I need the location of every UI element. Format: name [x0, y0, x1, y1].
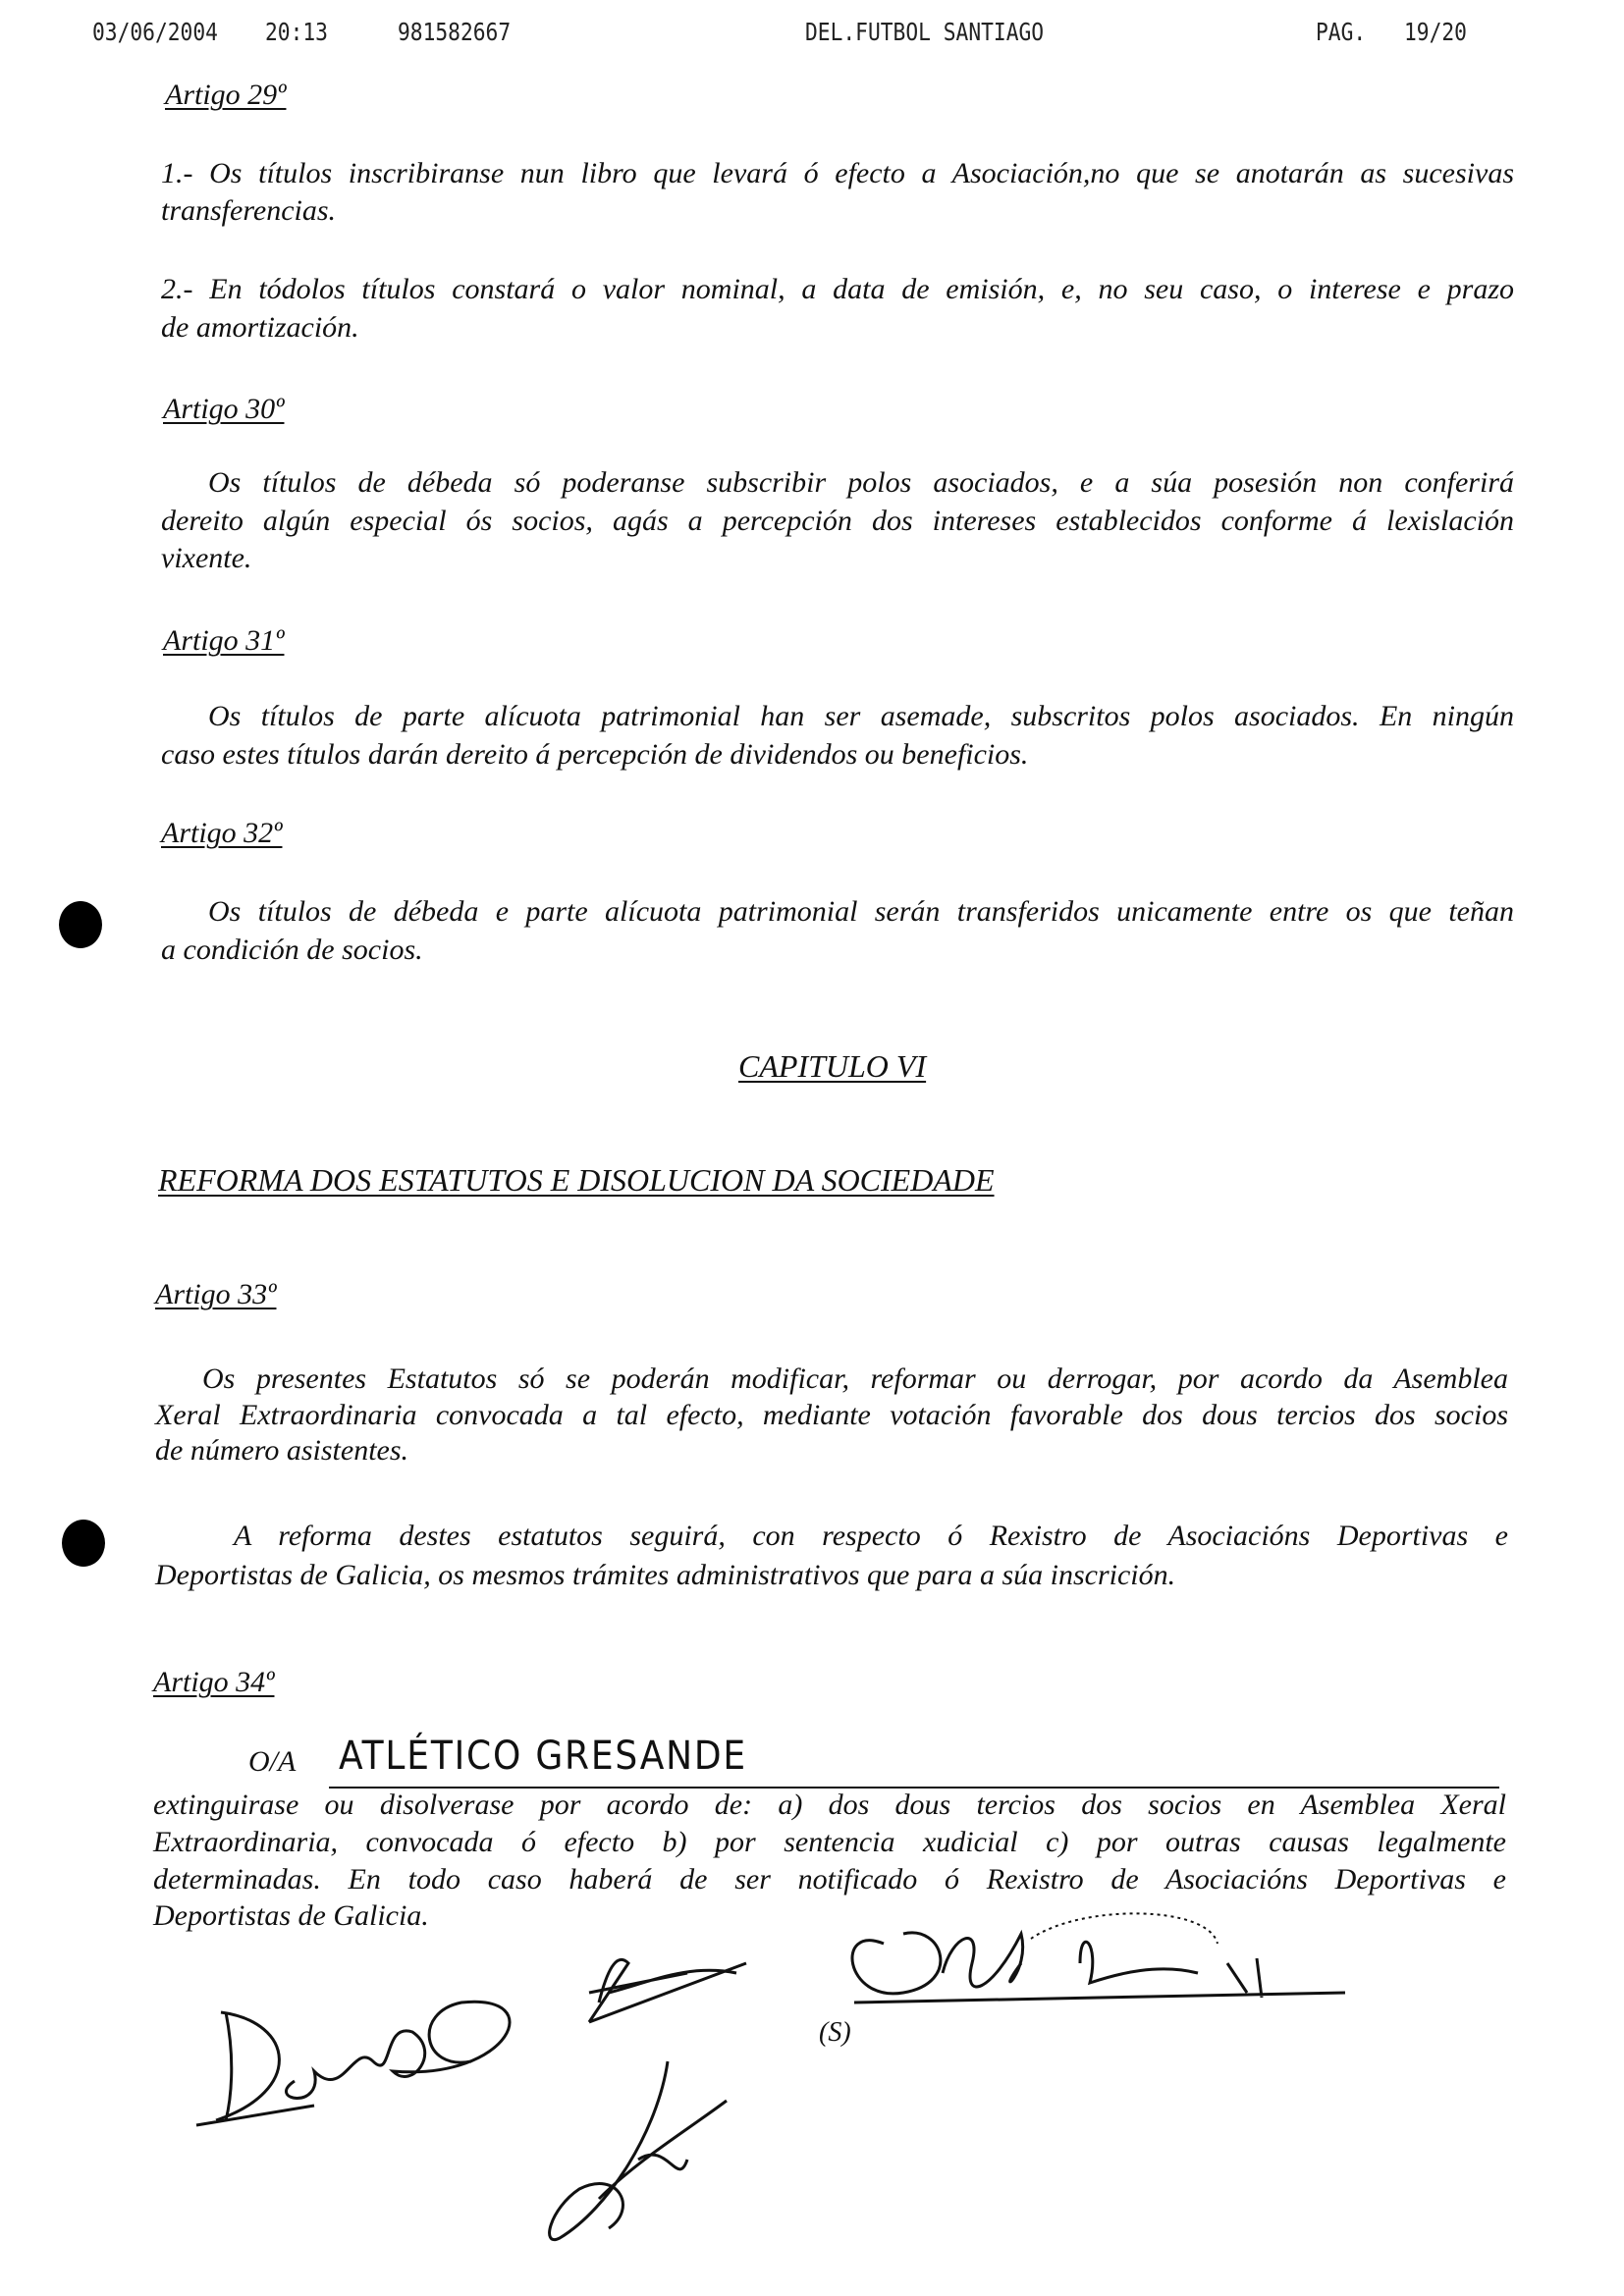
club-prefix: O/A — [248, 1745, 297, 1778]
fax-sender: DEL.FUTBOL SANTIAGO — [805, 18, 1045, 46]
text-line: a condición de socios. — [161, 934, 423, 966]
text-line: 2.- En tódolos títulos constará o valor nominal, a data de emisión, e, no seu caso, o interese e prazo — [161, 273, 1514, 305]
text-line: Deportistas de Galicia. — [153, 1899, 429, 1932]
article-33-title: Artigo 33º — [155, 1278, 277, 1310]
text-line: Extraordinaria, convocada ó efecto b) por sentencia xudicial c) por outras causas legalmente — [153, 1826, 1506, 1858]
page-number: 19/20 — [1404, 18, 1467, 46]
signature-2 — [589, 1959, 746, 2022]
page-label: PAG. — [1316, 18, 1367, 46]
text-line: determinadas. En todo caso haberá de ser notificado ó Rexistro de Asociacións Deportivas e — [153, 1863, 1506, 1896]
text-line: Os títulos de parte alícuota patrimonial han ser asemade, subscritos polos asociados. En ningún — [208, 700, 1514, 732]
text-line: extinguirase ou disolverase por acordo de: a) dos dous tercios dos socios en Asemblea Xeral — [153, 1789, 1506, 1821]
chapter-title: CAPITULO VI — [738, 1048, 927, 1084]
text-line: Os títulos de débeda e parte alícuota patrimonial serán transferidos unicamente entre os que teñan — [208, 895, 1514, 928]
text-line: de número asistentes. — [155, 1434, 409, 1467]
signature-mark: (S) — [819, 2017, 851, 2048]
text-line: transferencias. — [161, 194, 337, 227]
article-30-title: Artigo 30º — [163, 393, 285, 425]
handwritten-club-name: ATLÉTICO GRESANDE — [339, 1734, 747, 1779]
signature-3 — [550, 2061, 727, 2240]
text-line: de amortización. — [161, 311, 359, 344]
fax-time: 20:13 — [265, 18, 328, 46]
text-line: vixente. — [161, 542, 252, 574]
text-line: Os presentes Estatutos só se poderán modificar, reformar ou derrogar, por acordo da Asemblea — [202, 1362, 1508, 1395]
text-line: dereito algún especial ós socios, agás a percepción dos intereses establecidos conforme á lexislación — [161, 505, 1514, 537]
article-32-title: Artigo 32º — [161, 817, 283, 849]
text-line: Deportistas de Galicia, os mesmos trámites administrativos que para a súa inscrición. — [155, 1559, 1176, 1591]
text-line: A reforma destes estatutos seguirá, con respecto ó Rexistro de Asociacións Deportivas e — [234, 1520, 1508, 1552]
fax-date: 03/06/2004 — [92, 18, 218, 46]
fax-phone: 981582667 — [398, 18, 512, 46]
text-line: Os títulos de débeda só poderanse subscribir polos asociados, e a súa posesión non conferirá — [208, 466, 1514, 499]
signature-1 — [196, 2002, 510, 2125]
text-line: 1.- Os títulos inscribiranse nun libro que levará ó efecto a Asociación,no que se anotarán as sucesivas — [161, 157, 1514, 189]
signature-4 — [852, 1933, 1345, 2002]
article-34-title: Artigo 34º — [153, 1666, 275, 1698]
article-31-title: Artigo 31º — [163, 624, 285, 657]
section-title: REFORMA DOS ESTATUTOS E DISOLUCION DA SOCIEDADE — [158, 1162, 995, 1198]
text-line: caso estes títulos darán dereito á percepción de dividendos ou beneficios. — [161, 738, 1029, 771]
article-29-title: Artigo 29º — [165, 79, 287, 111]
text-line: Xeral Extraordinaria convocada a tal efecto, mediante votación favorable dos dous tercios dos socios — [155, 1399, 1508, 1431]
signature-5-dotted — [1031, 1913, 1218, 1944]
